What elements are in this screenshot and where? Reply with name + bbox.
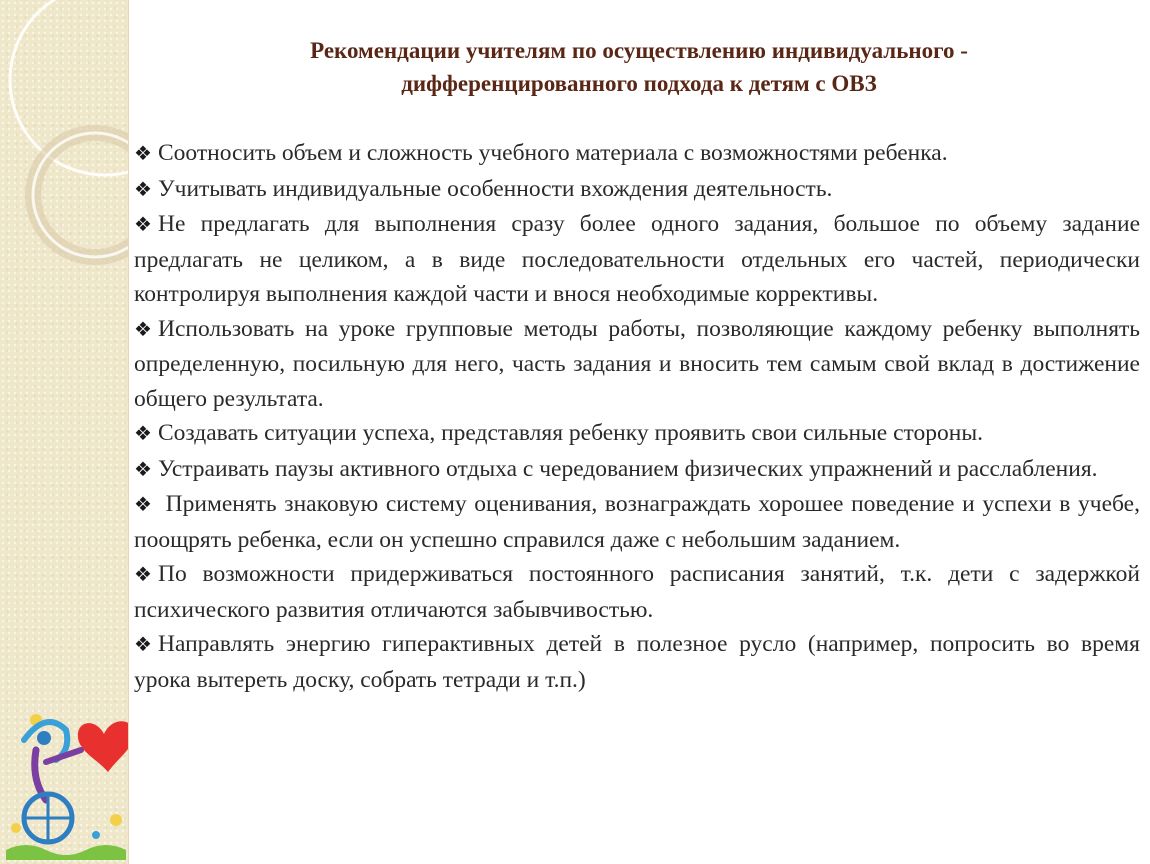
recommendation-list [134, 136, 1140, 697]
list-item [134, 207, 1140, 312]
list-item [134, 452, 1140, 488]
list-item-text: Применять знаковую систему оценивания, вознаграждать хорошее поведение и успехи в учебе, поощрять ребенка, если он успешно справился даже с небольшим заданием. [134, 491, 1140, 553]
diamond-bullet-icon: ❖ [134, 143, 152, 165]
page-title [128, 34, 1150, 100]
list-item [134, 136, 1140, 172]
list-item [134, 416, 1140, 452]
slide [128, 0, 1150, 864]
list-item-text: Не предлагать для выполнения сразу более одного задания, большое по объему задание предлагать не целиком, а в виде последовательности отдельных его частей, периодически контролируя выполнения каждой части и внося необходимые коррективы. [134, 211, 1140, 307]
list-item-text: Направлять энергию гиперактивных детей в полезное русло (например, попросить во время урока вытереть доску, собрать тетради и т.п.) [134, 631, 1140, 693]
diamond-bullet-icon: ❖ [134, 634, 152, 656]
list-item-text: Устраивать паузы активного отдыха с чередованием физических упражнений и расслабления. [158, 455, 1098, 482]
list-item [134, 557, 1140, 627]
list-item-text: По возможности придерживаться постоянного расписания занятий, т.к. дети с задержкой психического развития отличаются забывчивостью. [134, 561, 1140, 623]
list-item [134, 312, 1140, 417]
diamond-bullet-icon: ❖ [134, 178, 152, 201]
diamond-bullet-icon: ❖ [134, 318, 152, 341]
diamond-bullet-icon: ❖ [134, 423, 152, 445]
child-heart-logo-icon [6, 700, 129, 860]
diamond-bullet-icon: ❖ [134, 214, 152, 236]
list-item [134, 627, 1140, 697]
list-item-text: Создавать ситуации успеха, представляя ребенку проявить свои сильные стороны. [158, 420, 983, 446]
list-item [134, 172, 1140, 208]
title-line-1: Рекомендации учителям по осуществлению индивидуального - [310, 38, 968, 63]
title-line-2: дифференцированного подхода к детям с ОВЗ [401, 71, 877, 96]
diamond-bullet-icon: ❖ [134, 458, 152, 481]
list-item-text: Использовать на уроке групповые методы работы, позволяющие каждому ребенку выполнять определенную, посильную для него, часть задания и вносить тем самым свой вклад в достижение общего результата. [134, 315, 1140, 412]
diamond-bullet-icon: ❖ [134, 494, 152, 516]
diamond-bullet-icon: ❖ [134, 564, 152, 586]
list-item-text: Учитывать индивидуальные особенности вхождения деятельность. [158, 175, 833, 202]
list-item-text: Соотносить объем и сложность учебного материала с возможностями ребенка. [158, 140, 948, 166]
decorative-sidebar [0, 0, 129, 864]
list-item [134, 487, 1140, 557]
